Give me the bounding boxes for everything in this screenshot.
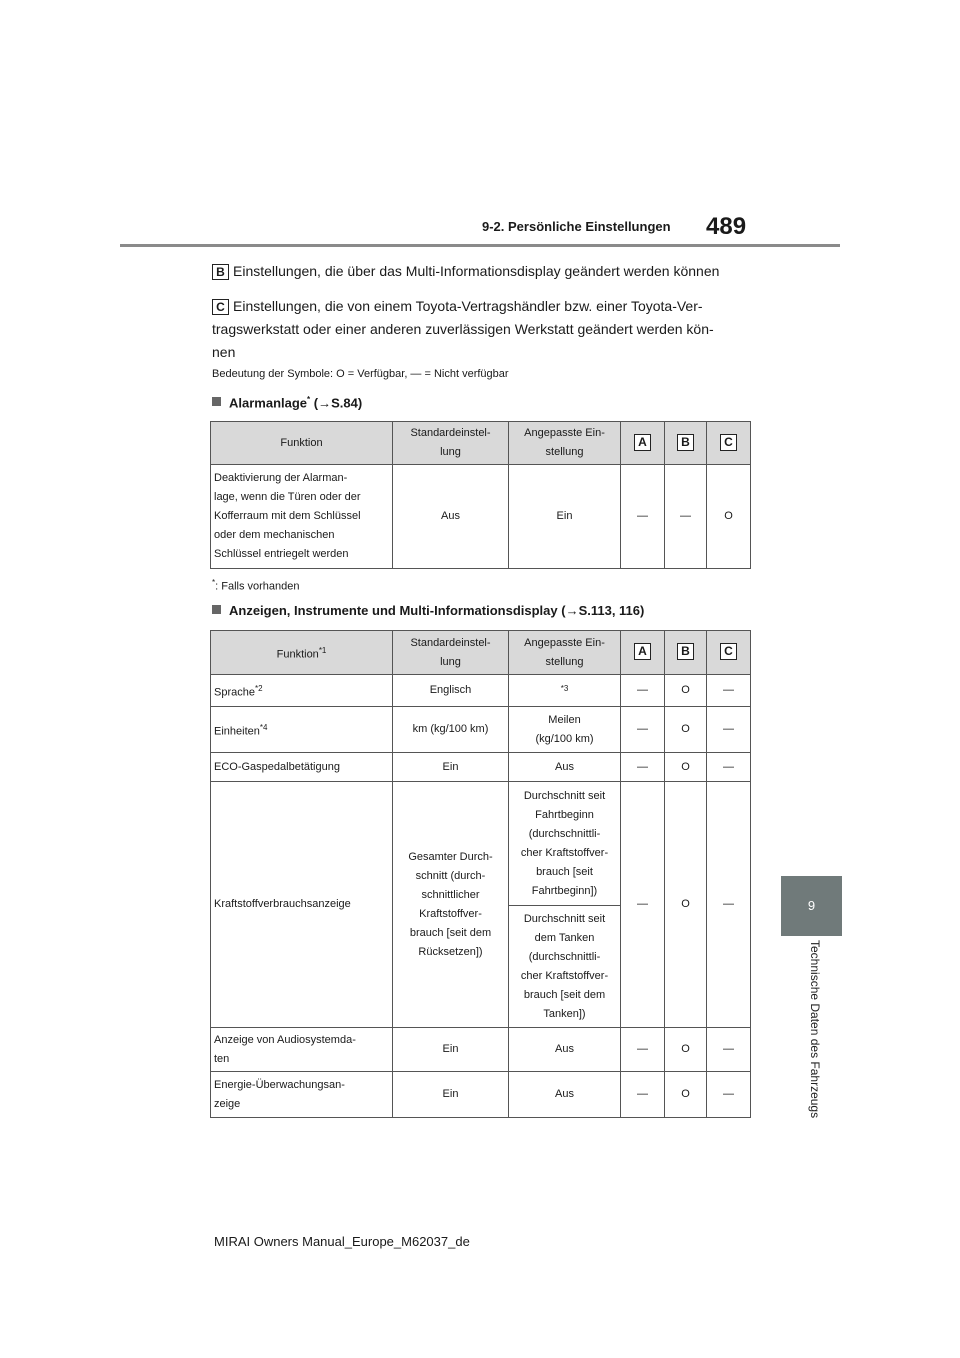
legend-b-text: Einstellungen, die über das Multi-Informationsdisplay geändert werden können — [233, 263, 720, 279]
cell-default: km (kg/100 km) — [393, 707, 509, 753]
cell-c: — — [707, 1072, 751, 1118]
table-header-row — [211, 631, 751, 675]
header-function: Funktion — [211, 422, 393, 465]
header-c: C — [707, 422, 751, 465]
cell-custom: Meilen (kg/100 km) — [509, 707, 621, 753]
cell-function: Deaktivierung der Alarman- lage, wenn die Türen oder der Kofferraum mit dem Schlüssel oder dem mechanischen Schlüssel entriegelt werden — [211, 465, 393, 569]
header-custom: Angepasste Ein- stellung — [509, 631, 621, 675]
display-settings-table — [210, 630, 751, 1118]
cell-b: — — [665, 465, 707, 569]
chapter-tab-number: 9 — [807, 898, 816, 913]
table-row — [211, 782, 751, 906]
header-a: A — [621, 422, 665, 465]
header-custom: Angepasste Ein- stellung — [509, 422, 621, 465]
cell-b: O — [665, 753, 707, 782]
cell-custom: *3 — [509, 675, 621, 707]
symbol-legend: Bedeutung der Symbole: O = Verfügbar, — = Nicht verfügbar — [212, 368, 509, 380]
square-bullet-icon — [212, 605, 221, 614]
section-heading-alarm: Alarmanlage* (→S.84) — [212, 395, 362, 410]
section-heading-displays: Anzeigen, Instrumente und Multi-Informationsdisplay (→S.113, 116) — [212, 603, 644, 618]
cell-function: Anzeige von Audiosystemda- ten — [211, 1028, 393, 1072]
cell-a: — — [621, 707, 665, 753]
cell-a: — — [621, 753, 665, 782]
legend-b — [212, 261, 719, 282]
cell-function: Sprache$^{*2}$ — [211, 675, 393, 707]
table-row — [211, 707, 751, 753]
cell-custom: Aus — [509, 753, 621, 782]
alarm-settings-table — [210, 421, 751, 569]
legend-c-text-2: tragswerkstatt oder einer anderen zuverlässigen Werkstatt geändert werden kön- — [212, 321, 714, 337]
letter-c-box: C — [212, 299, 229, 315]
legend-c-text-1: Einstellungen, die von einem Toyota-Vertragshändler bzw. einer Toyota-Ver- — [233, 298, 703, 314]
cell-b: O — [665, 1072, 707, 1118]
footnote: *: Falls vorhanden — [212, 578, 300, 593]
cell-c: — — [707, 1028, 751, 1072]
cell-default: Ein — [393, 1028, 509, 1072]
cell-default: Aus — [393, 465, 509, 569]
cell-c: — — [707, 782, 751, 1028]
cell-function: Einheiten$^{*4}$ — [211, 707, 393, 753]
cell-function: Kraftstoffverbrauchsanzeige — [211, 782, 393, 1028]
cell-custom: Durchschnitt seit dem Tanken (durchschnittli- cher Kraftstoffver- brauch [seit dem Tanken]) — [509, 906, 621, 1028]
section-title: 9-2. Persönliche Einstellungen — [482, 219, 671, 234]
cell-function: ECO-Gaspedalbetätigung — [211, 753, 393, 782]
table-row — [211, 465, 751, 569]
cell-c: O — [707, 465, 751, 569]
cell-function: Energie-Überwachungsan- zeige — [211, 1072, 393, 1118]
cell-a: — — [621, 1028, 665, 1072]
cell-default: Ein — [393, 753, 509, 782]
chapter-tab-label: Technische Daten des Fahrzeugs — [808, 940, 822, 1119]
cell-b: O — [665, 782, 707, 1028]
cell-a: — — [621, 675, 665, 707]
header-b: B — [665, 631, 707, 675]
square-bullet-icon — [212, 397, 221, 406]
header-function: Funktion$^{*1}$ — [211, 631, 393, 675]
header-default: Standardeinstel- lung — [393, 631, 509, 675]
header-c: C — [707, 631, 751, 675]
cell-a: — — [621, 782, 665, 1028]
table-row — [211, 675, 751, 707]
cell-custom: Durchschnitt seit Fahrtbeginn (durchschnittli- cher Kraftstoffver- brauch [seit Fahrtbeginn]) — [509, 782, 621, 906]
cell-default: Ein — [393, 1072, 509, 1118]
cell-custom: Aus — [509, 1028, 621, 1072]
table-row — [211, 753, 751, 782]
table-row — [211, 1028, 751, 1072]
page-number: 489 — [706, 213, 747, 240]
table-header-row — [211, 422, 751, 465]
legend-c — [212, 296, 703, 317]
cell-b: O — [665, 1028, 707, 1072]
cell-b: O — [665, 675, 707, 707]
cell-c: — — [707, 675, 751, 707]
table-row — [211, 1072, 751, 1118]
letter-b-box: B — [212, 264, 229, 280]
cell-a: — — [621, 465, 665, 569]
document-footer: MIRAI Owners Manual_Europe_M62037_de — [214, 1234, 470, 1249]
cell-b: O — [665, 707, 707, 753]
header-rule — [120, 244, 840, 247]
header-default: Standardeinstel- lung — [393, 422, 509, 465]
cell-a: — — [621, 1072, 665, 1118]
legend-c-text-3: nen — [212, 344, 236, 360]
cell-c: — — [707, 753, 751, 782]
header-b: B — [665, 422, 707, 465]
cell-default: Englisch — [393, 675, 509, 707]
cell-default: Gesamter Durch- schnitt (durch- schnittlicher Kraftstoffver- brauch [seit dem Rücksetzen]) — [393, 782, 509, 1028]
header-a: A — [621, 631, 665, 675]
cell-custom: Aus — [509, 1072, 621, 1118]
cell-custom: Ein — [509, 465, 621, 569]
cell-c: — — [707, 707, 751, 753]
